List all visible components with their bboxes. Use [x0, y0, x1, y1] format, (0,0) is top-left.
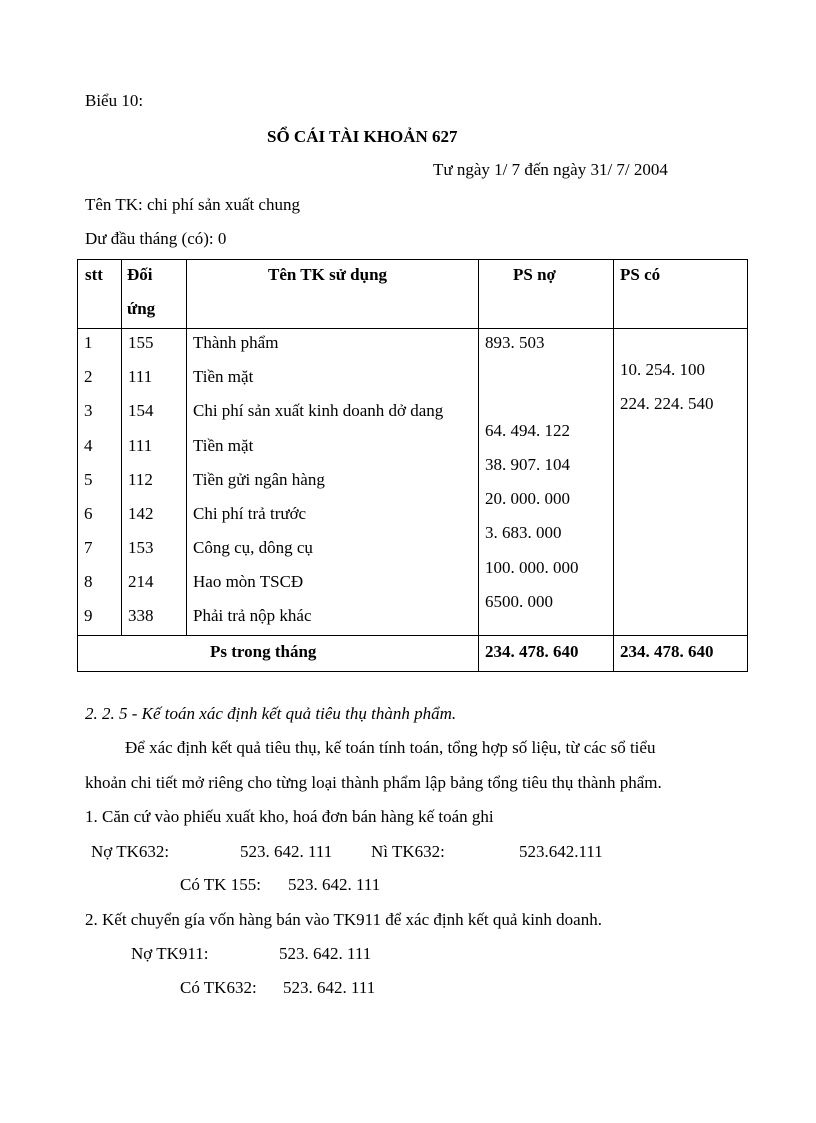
bieu-label: Biểu 10: — [85, 91, 144, 110]
item-2: 2. Kết chuyển gía vốn hàng bán vào TK911 để xác định kết quả kinh doanh. — [85, 910, 602, 929]
account-name: Tên TK: chi phí sản xuất chung — [85, 195, 300, 214]
row-6-doi-ung: 142 — [128, 504, 154, 523]
item-2-credit-label: Có TK632: — [180, 978, 257, 997]
row-2-ten-tk: Tiền mặt — [193, 367, 254, 386]
ps-no-value: 3. 683. 000 — [485, 523, 562, 542]
ps-co-value: 10. 254. 100 — [620, 360, 705, 379]
ps-no-value: 100. 000. 000 — [485, 558, 579, 577]
page-title: SỔ CÁI TÀI KHOẢN 627 — [267, 127, 458, 146]
paragraph-line-1: Để xác định kết quả tiêu thụ, kế toán tính toán, tổng hợp số liệu, từ các sổ tiểu — [125, 738, 656, 757]
row-9-doi-ung: 338 — [128, 606, 154, 625]
total-label: Ps trong tháng — [210, 642, 317, 661]
ps-no-value: 64. 494. 122 — [485, 421, 570, 440]
row-2-stt: 2 — [84, 367, 93, 386]
total-divider — [77, 635, 748, 636]
item-1-debit-label: Nợ TK632: — [91, 842, 170, 861]
row-5-stt: 5 — [84, 470, 93, 489]
row-4-ten-tk: Tiền mặt — [193, 436, 254, 455]
table-border-left — [77, 259, 78, 672]
item-2-credit-value: 523. 642. 111 — [283, 978, 376, 997]
row-5-ten-tk: Tiền gửi ngân hàng — [193, 470, 325, 489]
item-1-debit-value: 523. 642. 111 — [240, 842, 333, 861]
row-3-stt: 3 — [84, 401, 93, 420]
row-7-stt: 7 — [84, 538, 93, 557]
row-5-doi-ung: 112 — [128, 470, 153, 489]
item-1-ni-value: 523.642.111 — [519, 842, 603, 861]
table-border-top — [77, 259, 748, 260]
row-4-doi-ung: 111 — [128, 436, 153, 455]
section-heading: 2. 2. 5 - Kế toán xác định kết quả tiêu thụ thành phẩm. — [85, 704, 457, 723]
ps-no-value: 38. 907. 104 — [485, 455, 570, 474]
ps-no-value: 20. 000. 000 — [485, 489, 570, 508]
total-ps-no: 234. 478. 640 — [485, 642, 579, 661]
table-border-right — [747, 259, 748, 672]
row-6-stt: 6 — [84, 504, 93, 523]
row-4-stt: 4 — [84, 436, 93, 455]
row-7-ten-tk: Công cụ, dông cụ — [193, 538, 313, 557]
item-1-credit-label: Có TK 155: — [180, 875, 261, 894]
row-9-ten-tk: Phải trả nộp khác — [193, 606, 312, 625]
item-1-ni-label: Nì TK632: — [371, 842, 445, 861]
header-ps-no: PS nợ — [513, 265, 556, 284]
ps-co-value: 224. 224. 540 — [620, 394, 714, 413]
total-ps-co: 234. 478. 640 — [620, 642, 714, 661]
date-range: Tư ngày 1/ 7 đến ngày 31/ 7/ 2004 — [433, 160, 668, 179]
row-3-ten-tk: Chi phí sản xuất kinh doanh dở dang — [193, 401, 444, 420]
col-divider-3 — [478, 259, 479, 672]
row-9-stt: 9 — [84, 606, 93, 625]
header-ten-tk: Tên TK sử dụng — [268, 265, 388, 284]
row-8-stt: 8 — [84, 572, 93, 591]
header-ps-co: PS có — [620, 265, 661, 284]
row-8-doi-ung: 214 — [128, 572, 154, 591]
header-stt: stt — [85, 265, 103, 284]
row-2-doi-ung: 111 — [128, 367, 153, 386]
table-border-bottom — [77, 671, 748, 672]
row-6-ten-tk: Chi phí trả trước — [193, 504, 307, 523]
row-1-stt: 1 — [84, 333, 93, 352]
opening-balance: Dư đầu tháng (có): 0 — [85, 229, 227, 248]
row-8-ten-tk: Hao mòn TSCĐ — [193, 572, 304, 591]
paragraph-line-2: khoản chi tiết mở riêng cho từng loại thành phẩm lập bảng tổng tiêu thụ thành phẩm. — [85, 773, 662, 792]
col-divider-2 — [186, 259, 187, 636]
row-1-doi-ung: 155 — [128, 333, 154, 352]
row-1-ten-tk: Thành phẩm — [193, 333, 279, 352]
header-doi-ung-2: ứng — [127, 299, 156, 318]
ledger-table — [77, 259, 748, 672]
col-divider-1 — [121, 259, 122, 636]
row-7-doi-ung: 153 — [128, 538, 154, 557]
item-1-credit-value: 523. 642. 111 — [288, 875, 381, 894]
header-doi-ung-1: Đối — [127, 265, 153, 284]
item-2-debit-label: Nợ TK911: — [131, 944, 209, 963]
item-1: 1. Căn cứ vào phiếu xuất kho, hoá đơn bán hàng kế toán ghi — [85, 807, 494, 826]
row-3-doi-ung: 154 — [128, 401, 154, 420]
ps-no-value: 6500. 000 — [485, 592, 553, 611]
ps-no-value: 893. 503 — [485, 333, 545, 352]
item-2-debit-value: 523. 642. 111 — [279, 944, 372, 963]
col-divider-4 — [613, 259, 614, 672]
header-divider — [77, 328, 748, 329]
